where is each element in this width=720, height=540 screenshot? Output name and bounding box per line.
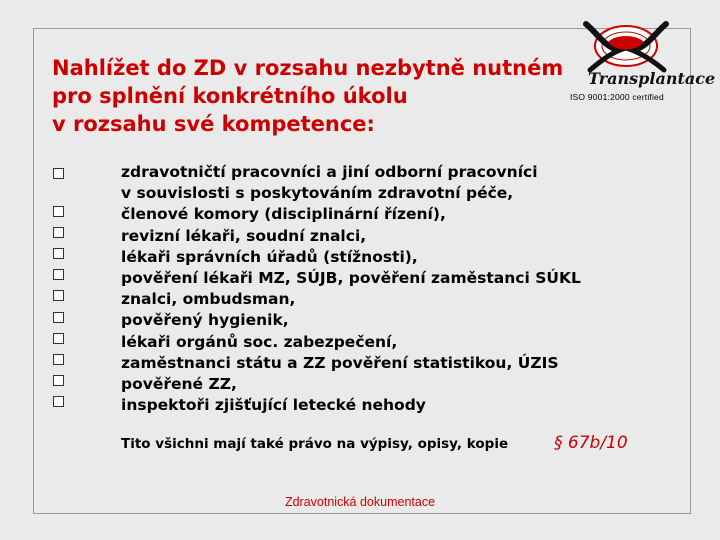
list-item: lékaři správních úřadů (stížnosti), [121,247,418,266]
list-item: revizní lékaři, soudní znalci, [121,226,367,245]
bullet-icon [53,312,64,323]
list-item: lékaři orgánů soc. zabezpečení, [121,332,398,351]
bullet-icon [53,396,64,407]
title-line-2: pro splnění konkrétního úkolu [52,84,408,108]
bullet-icon [53,354,64,365]
list-item: inspektoři zjišťující letecké nehody [121,396,426,415]
transplantation-logo [568,12,716,94]
list-item: zdravotničtí pracovníci a jiní odborní pracovníci [121,163,538,181]
list-item: pověřené ZZ, [121,375,237,394]
bullet-icon [53,227,64,238]
iso-certification: ISO 9001:2000 certified [570,92,664,102]
list-item: zaměstnanci státu a ZZ pověření statistikou, ÚZIS [121,353,559,372]
svg-text:Transplantace: Transplantace [588,69,716,88]
list-item: pověřený hygienik, [121,311,289,330]
list-item: znalci, ombudsman, [121,290,296,309]
list-item: v souvislosti s poskytováním zdravotní péče, [121,184,514,203]
title-line-1: Nahlížet do ZD v rozsahu nezbytně nutném [52,56,564,80]
rights-note: Tito všichni mají také právo na výpisy, opisy, kopie [121,436,509,452]
bullet-icon [53,168,64,179]
title-line-3: v rozsahu své kompetence: [52,112,375,136]
bullet-icon [53,206,64,217]
list-item: pověření lékaři MZ, SÚJB, pověření zaměstanci SÚKL [121,269,581,288]
law-reference: § 67b/10 [554,433,628,453]
bullet-icon [53,290,64,301]
list-item: členové komory (disciplinární řízení), [121,205,446,224]
slide-footer: Zdravotnická dokumentace [284,495,436,509]
bullet-icon [53,333,64,344]
bullet-icon [53,248,64,259]
bullet-icon [53,375,64,386]
bullet-icon [53,269,64,280]
authorized-list [121,162,681,416]
slide-title [52,54,572,138]
